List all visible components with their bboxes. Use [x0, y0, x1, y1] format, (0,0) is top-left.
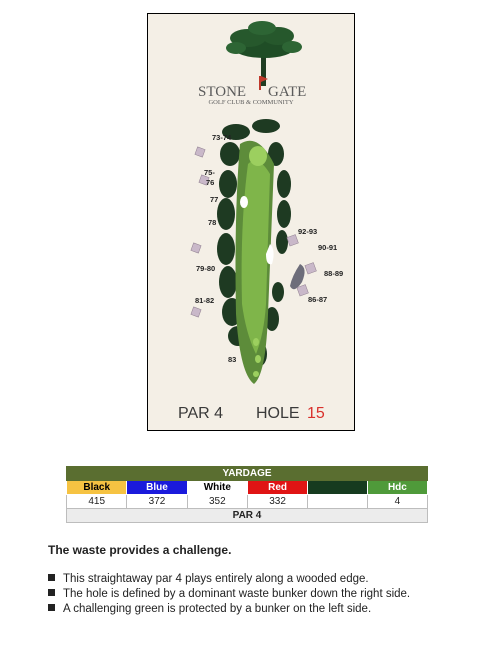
bullet-item — [48, 602, 410, 617]
lot-label: 76 — [206, 178, 215, 187]
logo-name-right: GATE — [268, 84, 307, 100]
lot-label: 77 — [210, 195, 219, 204]
yardage-table — [66, 466, 428, 523]
logo-name-left: STONE — [198, 84, 247, 100]
tee-header: Blue — [127, 481, 187, 495]
lot-label: 88-89 — [324, 269, 344, 278]
par-row: PAR 4 — [67, 509, 428, 523]
bullet-text: A challenging green is protected by a bunker on the left side. — [63, 603, 372, 615]
tee-header: White — [187, 481, 247, 495]
green — [249, 146, 267, 166]
tee-box — [253, 338, 259, 346]
lot-label: 83 — [228, 355, 237, 364]
greenside-bunker — [240, 196, 248, 208]
bullet-square-icon — [48, 604, 55, 611]
description-headline: The waste provides a challenge. — [48, 543, 232, 557]
bullet-square-icon — [48, 574, 55, 581]
bullet-text: The hole is defined by a dominant waste bunker down the right side. — [63, 588, 411, 600]
bullet-item — [48, 572, 410, 587]
lot-label: 79-80 — [196, 264, 216, 273]
lot-label: 81-82 — [195, 296, 215, 305]
tee-yardage: 415 — [67, 495, 127, 509]
tee-header: Hdc — [367, 481, 427, 495]
hole-map — [148, 14, 354, 430]
lot-label: 78 — [208, 218, 217, 227]
tee-yardage — [308, 495, 368, 509]
tee-yardage: 4 — [367, 495, 427, 509]
tee-yardage: 352 — [187, 495, 247, 509]
bullet-item — [48, 587, 410, 602]
lot-label: 92-93 — [298, 227, 318, 236]
tee-box — [253, 371, 259, 377]
bullet-square-icon — [48, 589, 55, 596]
bullet-text: This straightaway par 4 plays entirely along a wooded edge. — [63, 573, 369, 585]
lot-label: 86-87 — [308, 295, 328, 304]
tee-box — [255, 355, 261, 363]
description-bullets — [48, 572, 410, 617]
card-par: PAR 4 — [178, 405, 224, 422]
yardage-title: YARDAGE — [67, 467, 428, 481]
hole-card — [147, 13, 355, 431]
lot-label: 73-74 — [212, 133, 232, 142]
tee-header — [308, 481, 368, 495]
tee-header: Black — [67, 481, 127, 495]
lot-label: 75- — [204, 168, 215, 177]
stonegate-tree-logo — [226, 21, 302, 90]
logo-subtitle: GOLF CLUB & COMMUNITY — [208, 99, 294, 106]
card-hole-label: HOLE — [256, 405, 300, 422]
tee-header: Red — [248, 481, 308, 495]
lot-label: 90-91 — [318, 243, 338, 252]
tee-yardage: 332 — [248, 495, 308, 509]
card-hole-number: 15 — [307, 405, 325, 422]
tee-yardage: 372 — [127, 495, 187, 509]
